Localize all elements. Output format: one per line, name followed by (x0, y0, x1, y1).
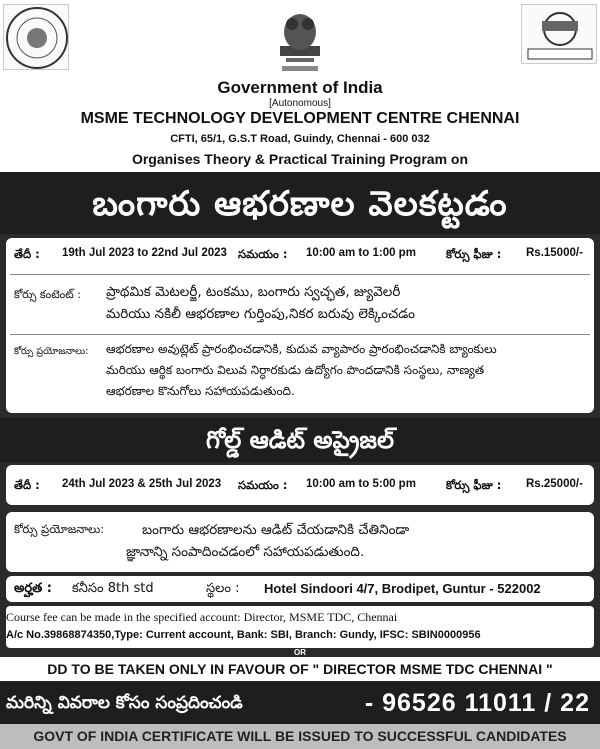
date-label: తేదీ : (14, 478, 40, 492)
program1-panel (6, 238, 594, 413)
benefit-line-2: మరియు ఆర్థిక బంగారు విలువ నిర్ధారకుడు ఉద్యోగం పొందడానికి సంస్థలు, నాణ్యత (106, 363, 485, 377)
program2-benefit-line-1: బంగారు ఆభరణాలను ఆడిట్ చేయడానికి చేతినిండా (142, 522, 410, 538)
payment-line-1: Course fee can be made in the specified account: Director, MSME TDC, Chennai (6, 610, 398, 624)
eligibility-panel (6, 576, 594, 602)
content-label: కోర్సు కంటెంట్ : (14, 288, 81, 301)
benefit-line-1: ఆభరణాల అవుట్లెట్ ప్రారంభించడానికి, కుదువ వ్యాపారం ప్రారంభించడానికి బ్యాంకులు (106, 342, 497, 356)
benefit-label: కోర్సు ప్రయోజనాలు: (14, 346, 89, 357)
or-label: OR (294, 648, 306, 657)
divider (10, 334, 590, 335)
program2-benefit-line-2: జ్ఞానాన్ని సంపాదించడంలో సహాయపడుతుంది. (126, 544, 365, 560)
centre-name: MSME TECHNOLOGY DEVELOPMENT CENTRE CHENNAI (80, 110, 520, 127)
venue-label: స్థలం : (206, 581, 240, 596)
government-heading: Government of India (217, 78, 383, 97)
contact-phone: - 96526 11011 / 22 (364, 689, 590, 717)
dd-notice: DD TO BE TAKEN ONLY IN FAVOUR OF " DIRECTOR MSME TDC CHENNAI " (0, 657, 600, 681)
program2-benefit-panel (6, 512, 594, 572)
program2-schedule-panel (6, 465, 594, 505)
benefit-label: కోర్సు ప్రయోజనాలు: (14, 522, 105, 536)
contact-label: మరిన్ని వివరాల కోసం సంప్రదించండి (6, 693, 243, 713)
benefit-line-3: ఆభరణాల కొనుగోలు సహాయపడుతుంది. (106, 384, 295, 398)
header (0, 0, 600, 177)
fee-label: కోర్సు ఫీజు : (446, 478, 502, 492)
eligibility-value: కనీసం 8th std (72, 581, 154, 596)
organises-line: Organises Theory & Practical Training Program on (131, 151, 469, 167)
ashoka-emblem-icon (268, 6, 332, 78)
program2-fee: Rs.25000/- (526, 478, 583, 490)
program2-dates: 24th Jul 2023 & 25th Jul 2023 (62, 478, 222, 490)
msme-tdc-seal-icon (3, 4, 69, 70)
venue-value: Hotel Sindoori 4/7, Brodipet, Guntur - 522002 (264, 581, 541, 596)
contact-band (0, 682, 600, 724)
centre-address: CFTI, 65/1, G.S.T Road, Guindy, Chennai - 600 032 (170, 133, 430, 145)
program1-time: 10:00 am to 1:00 pm (306, 247, 416, 259)
training-cfti-service-logo-icon (521, 4, 597, 64)
program1-title: బంగారు ఆభరణాల వెలకట్టడం (92, 184, 508, 224)
time-label: సమయం : (238, 478, 288, 492)
program1-fee: Rs.15000/- (526, 247, 583, 259)
program1-dates: 19th Jul 2023 to 22nd Jul 2023 (62, 247, 227, 259)
date-label: తేదీ : (14, 247, 40, 261)
time-label: సమయం : (238, 247, 288, 261)
content-line-1: ప్రాథమిక మెటలర్జీ, టంకము, బంగారు స్వచ్ఛత, జ్యువెలరీ (106, 284, 401, 300)
content-line-2: మరియు నకిలీ ఆభరణాల గుర్తింపు,నికర బరువు లెక్కించడం (106, 306, 415, 322)
divider (10, 274, 590, 275)
fee-label: కోర్సు ఫీజు : (446, 247, 502, 261)
payment-line-2: A/c No.39868874350,Type: Current account, Bank: SBI, Branch: Gundy, IFSC: SBIN0000956 (6, 629, 481, 641)
eligibility-label: అర్హత : (14, 581, 52, 596)
program2-title: గోల్డ్ ఆడిట్ అప్రైజల్ (206, 426, 394, 454)
program2-time: 10:00 am to 5:00 pm (306, 478, 416, 490)
autonomous-label: [Autonomous] (269, 98, 331, 109)
certificate-notice: GOVT OF INDIA CERTIFICATE WILL BE ISSUED TO SUCCESSFUL CANDIDATES (0, 724, 600, 749)
